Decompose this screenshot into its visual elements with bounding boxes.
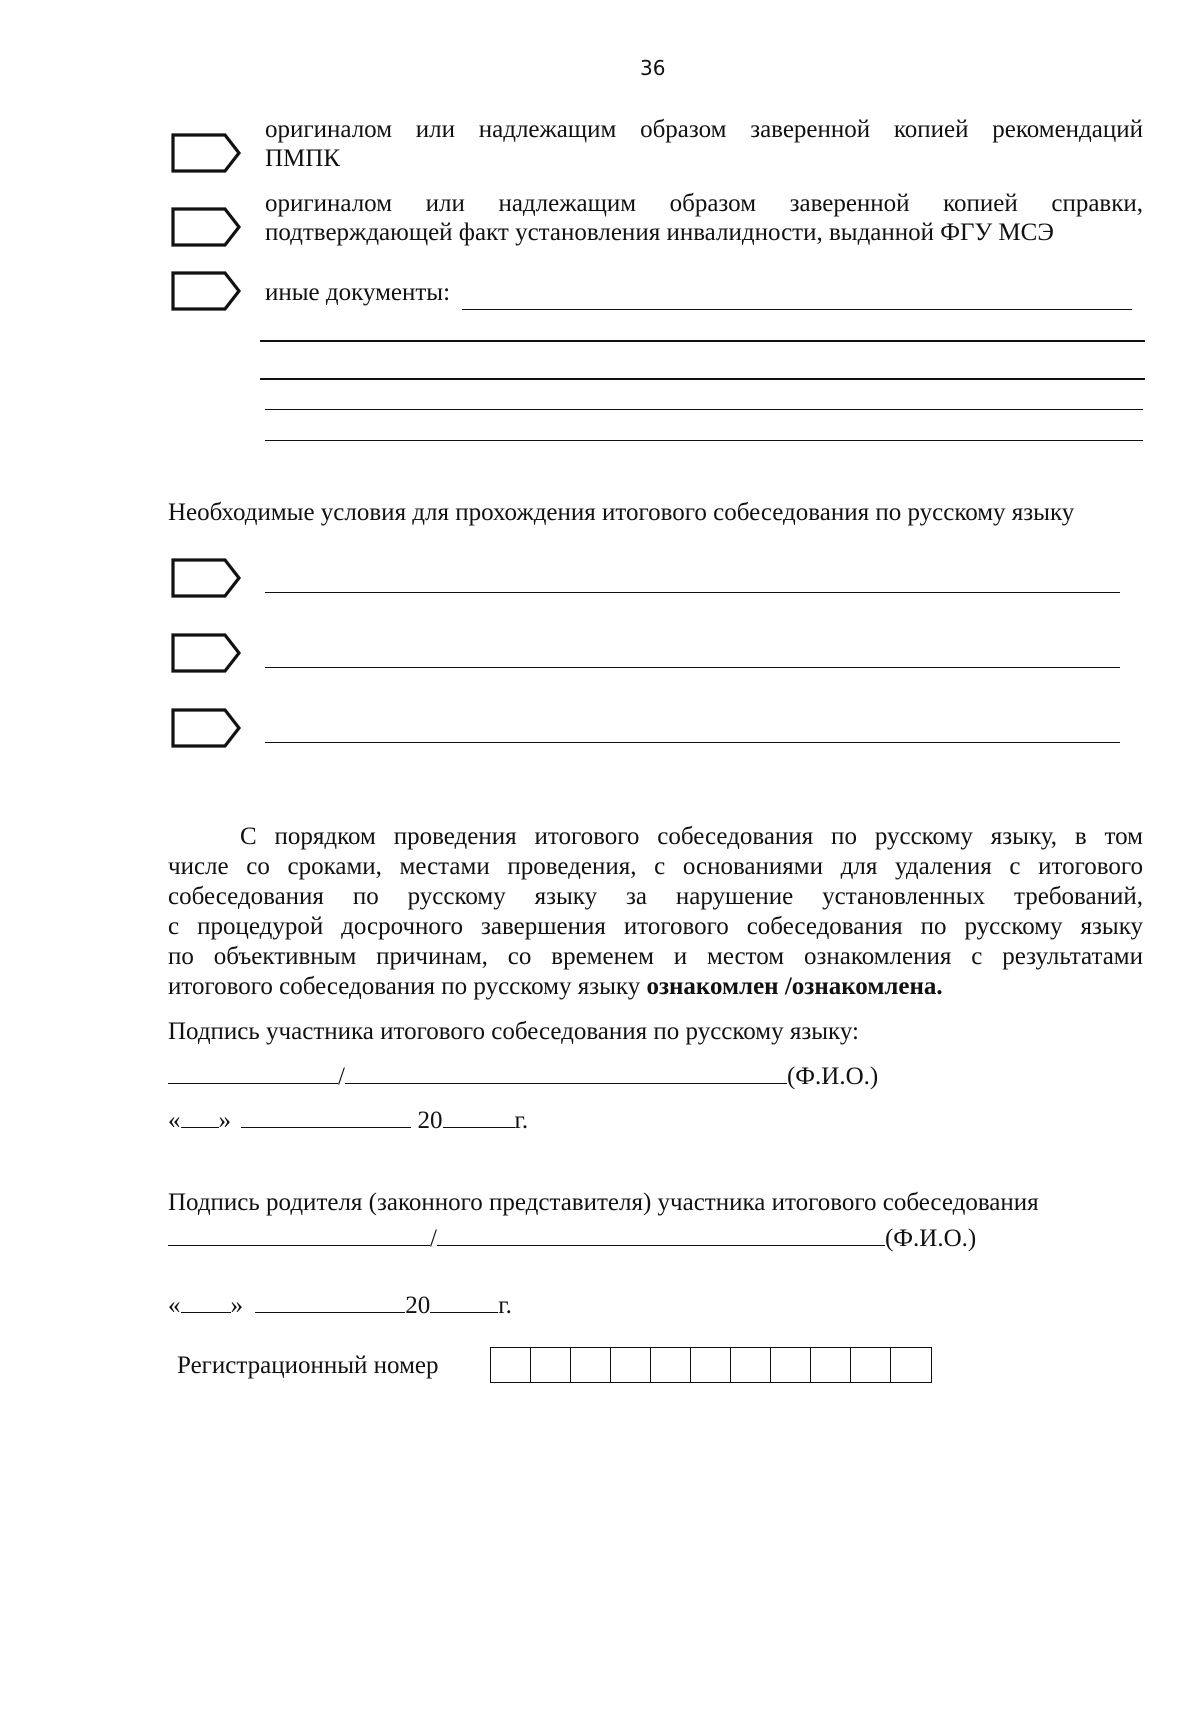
registration-number-cell[interactable]	[731, 1348, 771, 1382]
acknowledgement-paragraph	[168, 822, 1143, 1002]
document-item-pmpk	[265, 115, 1143, 173]
fio-label: (Ф.И.О.)	[884, 1225, 977, 1252]
parent-date-row	[168, 1290, 512, 1321]
quote-close: »	[230, 1292, 243, 1319]
participant-date-row	[168, 1105, 528, 1136]
parent-year-field[interactable]	[430, 1290, 498, 1313]
other-documents-line[interactable]	[260, 378, 1145, 380]
document-item-mse	[265, 189, 1143, 247]
checkbox-arrow-icon[interactable]	[171, 708, 243, 748]
document-item-line: оригиналом или надлежащим образом заверенной копией рекомендаций	[265, 116, 1143, 143]
fio-label: (Ф.И.О.)	[786, 1063, 879, 1090]
parent-signature-row	[168, 1223, 976, 1254]
document-item-line: оригиналом или надлежащим образом заверенной копией справки,	[265, 190, 1143, 217]
year-prefix: 20	[405, 1292, 431, 1319]
acknowledgement-line: С порядком проведения итогового собеседования по русскому языку, в том	[240, 823, 1143, 850]
acknowledgement-line: собеседования по русскому языку за нарушение установленных требований,	[168, 883, 1143, 910]
quote-open: «	[168, 1292, 181, 1319]
parent-signature-label: Подпись родителя (законного представителя) участника итогового собеседования	[168, 1189, 1039, 1216]
acknowledgement-line: числе со сроками, местами проведения, с основаниями для удаления с итогового	[168, 853, 1143, 880]
checkbox-arrow-icon[interactable]	[171, 133, 243, 173]
participant-signature-label: Подпись участника итогового собеседования по русскому языку:	[168, 1018, 859, 1045]
checkbox-arrow-icon[interactable]	[171, 558, 243, 598]
parent-day-field[interactable]	[181, 1290, 231, 1313]
condition-line[interactable]	[265, 742, 1120, 743]
registration-number-cell[interactable]	[811, 1348, 851, 1382]
participant-fio-field[interactable]	[345, 1061, 787, 1084]
registration-number-label: Регистрационный номер	[177, 1352, 439, 1379]
year-prefix: 20	[417, 1107, 443, 1134]
document-item-line: подтверждающей факт установления инвалидности, выданной ФГУ МСЭ	[265, 219, 1054, 246]
parent-signature-field[interactable]	[168, 1223, 430, 1246]
participant-year-field[interactable]	[443, 1105, 515, 1128]
parent-month-field[interactable]	[255, 1290, 405, 1313]
registration-number-cell[interactable]	[851, 1348, 891, 1382]
signature-slash: /	[338, 1063, 345, 1090]
conditions-heading: Необходимые условия для прохождения итогового собеседования по русскому языку	[168, 499, 1075, 526]
other-documents-line[interactable]	[260, 340, 1145, 342]
signature-slash: /	[430, 1225, 437, 1252]
registration-number-cell[interactable]	[571, 1348, 611, 1382]
acknowledgement-line: с процедурой досрочного завершения итогового собеседования по русскому языку	[168, 913, 1143, 940]
participant-signature-field[interactable]	[168, 1061, 338, 1084]
document-item-line: ПМПК	[265, 145, 341, 172]
registration-number-cell[interactable]	[891, 1348, 931, 1382]
registration-number-boxes	[490, 1347, 932, 1383]
checkbox-arrow-icon[interactable]	[171, 633, 243, 673]
participant-day-field[interactable]	[181, 1105, 219, 1128]
acknowledgement-line: по объективным причинам, со временем и местом ознакомления с результатами	[168, 943, 1143, 970]
other-documents-line[interactable]	[462, 309, 1132, 310]
quote-open: «	[168, 1107, 181, 1134]
checkbox-arrow-icon[interactable]	[171, 271, 243, 311]
registration-number-cell[interactable]	[611, 1348, 651, 1382]
registration-number-cell[interactable]	[491, 1348, 531, 1382]
participant-signature-row	[168, 1061, 878, 1092]
page-number: 36	[640, 56, 666, 80]
acknowledgement-last-text: итогового собеседования по русскому языку	[168, 973, 647, 1000]
other-documents-line[interactable]	[265, 409, 1143, 410]
checkbox-arrow-icon[interactable]	[171, 207, 243, 247]
other-documents-line[interactable]	[265, 440, 1143, 441]
parent-fio-field[interactable]	[437, 1223, 885, 1246]
registration-number-cell[interactable]	[691, 1348, 731, 1382]
acknowledgement-last-line	[168, 972, 1143, 1002]
quote-close: »	[218, 1107, 231, 1134]
registration-number-cell[interactable]	[531, 1348, 571, 1382]
registration-number-cell[interactable]	[651, 1348, 691, 1382]
year-suffix: г.	[514, 1107, 529, 1134]
acknowledged-label: ознакомлен /ознакомлена.	[646, 973, 943, 1000]
registration-number-cell[interactable]	[771, 1348, 811, 1382]
year-suffix: г.	[498, 1292, 512, 1319]
participant-month-field[interactable]	[241, 1105, 411, 1128]
condition-line[interactable]	[265, 667, 1120, 668]
condition-line[interactable]	[265, 592, 1120, 593]
other-documents-label: иные документы:	[265, 279, 451, 306]
